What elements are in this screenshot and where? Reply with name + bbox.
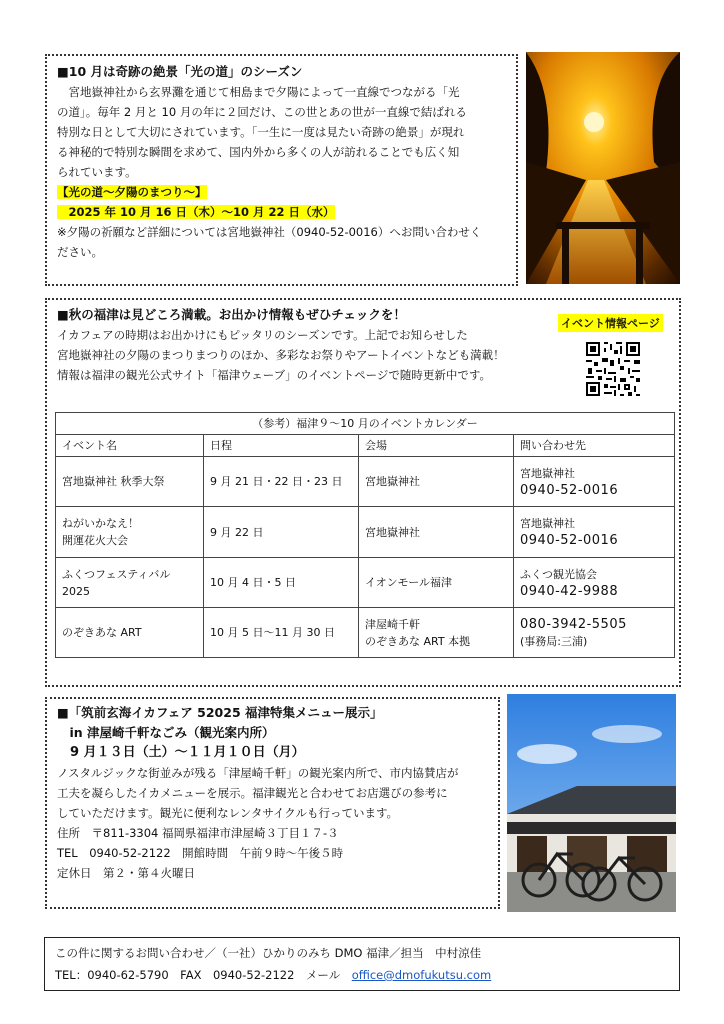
event-page-label: イベント情報ページ bbox=[558, 314, 663, 332]
contact-name: (事務局:三浦) bbox=[520, 634, 588, 648]
section3-date: 9 月１３日（土）～１１月１０日（月） bbox=[57, 745, 305, 760]
venue: 宮地嶽神社 bbox=[365, 525, 420, 539]
section1-note-2: ださい。 bbox=[57, 245, 103, 259]
contact-phone: 0940-52-0016 bbox=[520, 533, 619, 548]
section1-note-1: ※夕陽の祈願など詳細については宮地嶽神社（0940-52-0016）へお問い合わせく bbox=[57, 225, 482, 239]
section1-line-3: 特別な日として大切にされています。「一生に一度は見たい奇跡の絶景」が現れ bbox=[57, 125, 465, 139]
contact-phone: 0940-42-9988 bbox=[520, 583, 619, 599]
section1-line-2: の道」。毎年 2 月と 10 月の年に２回だけ、この世とあの世が一直線で結ばれる bbox=[57, 105, 467, 119]
table-row bbox=[56, 457, 675, 507]
section3-tel: TEL 0940-52-2122 開館時間 午前９時～午後５時 bbox=[57, 846, 344, 860]
section1-title: ■10 月は奇跡の絶景「光の道」のシーズン bbox=[57, 64, 303, 79]
section1-line-5: られています。 bbox=[57, 165, 137, 179]
venue: イオンモール福津 bbox=[365, 576, 453, 589]
sunset-shrine-photo bbox=[526, 52, 680, 284]
section3-line-2: 工夫を凝らしたイカメニューを展示。福津観光と合わせてお店選びの参考に bbox=[57, 786, 448, 800]
event-date: 2025 年 10 月 16 日（木）～10 月 22 日（水） bbox=[57, 205, 335, 219]
section2-title: ■秋の福津は見どころ満載。お出かけ情報もぜひチェックを！ bbox=[57, 307, 406, 322]
section3-closed: 定休日 第２・第４火曜日 bbox=[57, 866, 195, 880]
venue: 宮地嶽神社 bbox=[365, 475, 420, 488]
section2-line-2: 宮地嶽神社の夕陽のまつりまつりのほか、多彩なお祭りやアートイベントなども満載！ bbox=[57, 348, 505, 362]
event-date-cell: 10 月 5 日～11 月 30 日 bbox=[204, 608, 359, 658]
event-name-2: 開運花火大会 bbox=[62, 534, 128, 547]
section3-line-3: していただけます。観光に便利なレンタサイクルも行っています。 bbox=[57, 806, 399, 820]
header-event-name: イベント名 bbox=[56, 435, 204, 457]
table-row bbox=[56, 608, 675, 658]
section1-content bbox=[57, 62, 513, 262]
footer-contact-line: この件に関するお問い合わせ／（一社）ひかりのみち DMO 福津／担当 中村涼佳 bbox=[55, 946, 482, 960]
contact-phone: 0940-52-0016 bbox=[520, 482, 619, 498]
contact-phone: 080-3942-5505 bbox=[520, 616, 627, 632]
section3-address: 住所 〒811-3304 福岡県福津市津屋崎３丁目１７-３ bbox=[57, 826, 339, 840]
section3-line-1: ノスタルジックな街並みが残る「津屋崎千軒」の観光案内所で、市内協賛店が bbox=[57, 766, 459, 780]
section2-content bbox=[57, 305, 567, 385]
event-date-cell: 9 月 21 日・22 日・23 日 bbox=[204, 457, 359, 507]
venue-2: のぞきあな ART 本拠 bbox=[365, 634, 471, 648]
section1-line-1: 宮地嶽神社から玄界灘を通じて相島まで夕陽によって一直線でつながる「光 bbox=[57, 85, 460, 99]
table-caption: （参考）福津９～10 月のイベントカレンダー bbox=[56, 413, 675, 435]
header-date: 日程 bbox=[204, 435, 359, 457]
contact-name: 宮地嶽神社 bbox=[520, 517, 575, 530]
event-label: 【光の道～夕陽のまつり～】 bbox=[57, 185, 207, 199]
contact-name: ふくつ観光協会 bbox=[520, 567, 597, 581]
contact-name: 宮地嶽神社 bbox=[520, 466, 575, 480]
section2-line-3: 情報は福津の観光公式サイト「福津ウェーブ」のイベントページで随時更新中です。 bbox=[57, 368, 492, 382]
table-row bbox=[56, 507, 675, 558]
header-venue: 会場 bbox=[359, 435, 514, 457]
section1-line-4: る神秘的で特別な瞬間を求めて、国内外から多くの人が訪れることでも広く知 bbox=[57, 145, 460, 159]
event-name: ふくつフェスティバル bbox=[62, 567, 171, 581]
event-calendar-table bbox=[55, 412, 675, 658]
event-name: のぞきあな ART bbox=[62, 626, 142, 639]
contact-footer bbox=[44, 937, 680, 991]
header-contact: 問い合わせ先 bbox=[514, 435, 675, 457]
event-name: ねがいかなえ！ bbox=[62, 517, 139, 530]
section3-subtitle: in 津屋崎千軒なごみ（観光案内所） bbox=[57, 725, 275, 740]
footer-tel-fax: TEL：0940-62-5790 FAX 0940-52-2122 メール bbox=[55, 968, 352, 982]
event-date-cell: 10 月 4 日・5 日 bbox=[204, 558, 359, 608]
footer-email-link[interactable]: office@dmofukutsu.com bbox=[351, 968, 492, 982]
section3-title: ■「筑前玄海イカフェア 52025 福津特集メニュー展示」 bbox=[57, 705, 383, 720]
venue: 津屋崎千軒 bbox=[365, 617, 420, 631]
table-row bbox=[56, 558, 675, 608]
bicycle-townscape-photo bbox=[507, 694, 676, 912]
qr-code[interactable] bbox=[584, 340, 642, 398]
section3-content bbox=[57, 703, 497, 883]
event-name: 宮地嶽神社 秋季大祭 bbox=[62, 475, 165, 488]
section2-line-1: イカフェアの時期はお出かけにもピッタリのシーズンです。上記でお知らせした bbox=[57, 328, 468, 342]
event-name-2: 2025 bbox=[62, 584, 90, 598]
event-date-cell: 9 月 22 日 bbox=[204, 507, 359, 558]
